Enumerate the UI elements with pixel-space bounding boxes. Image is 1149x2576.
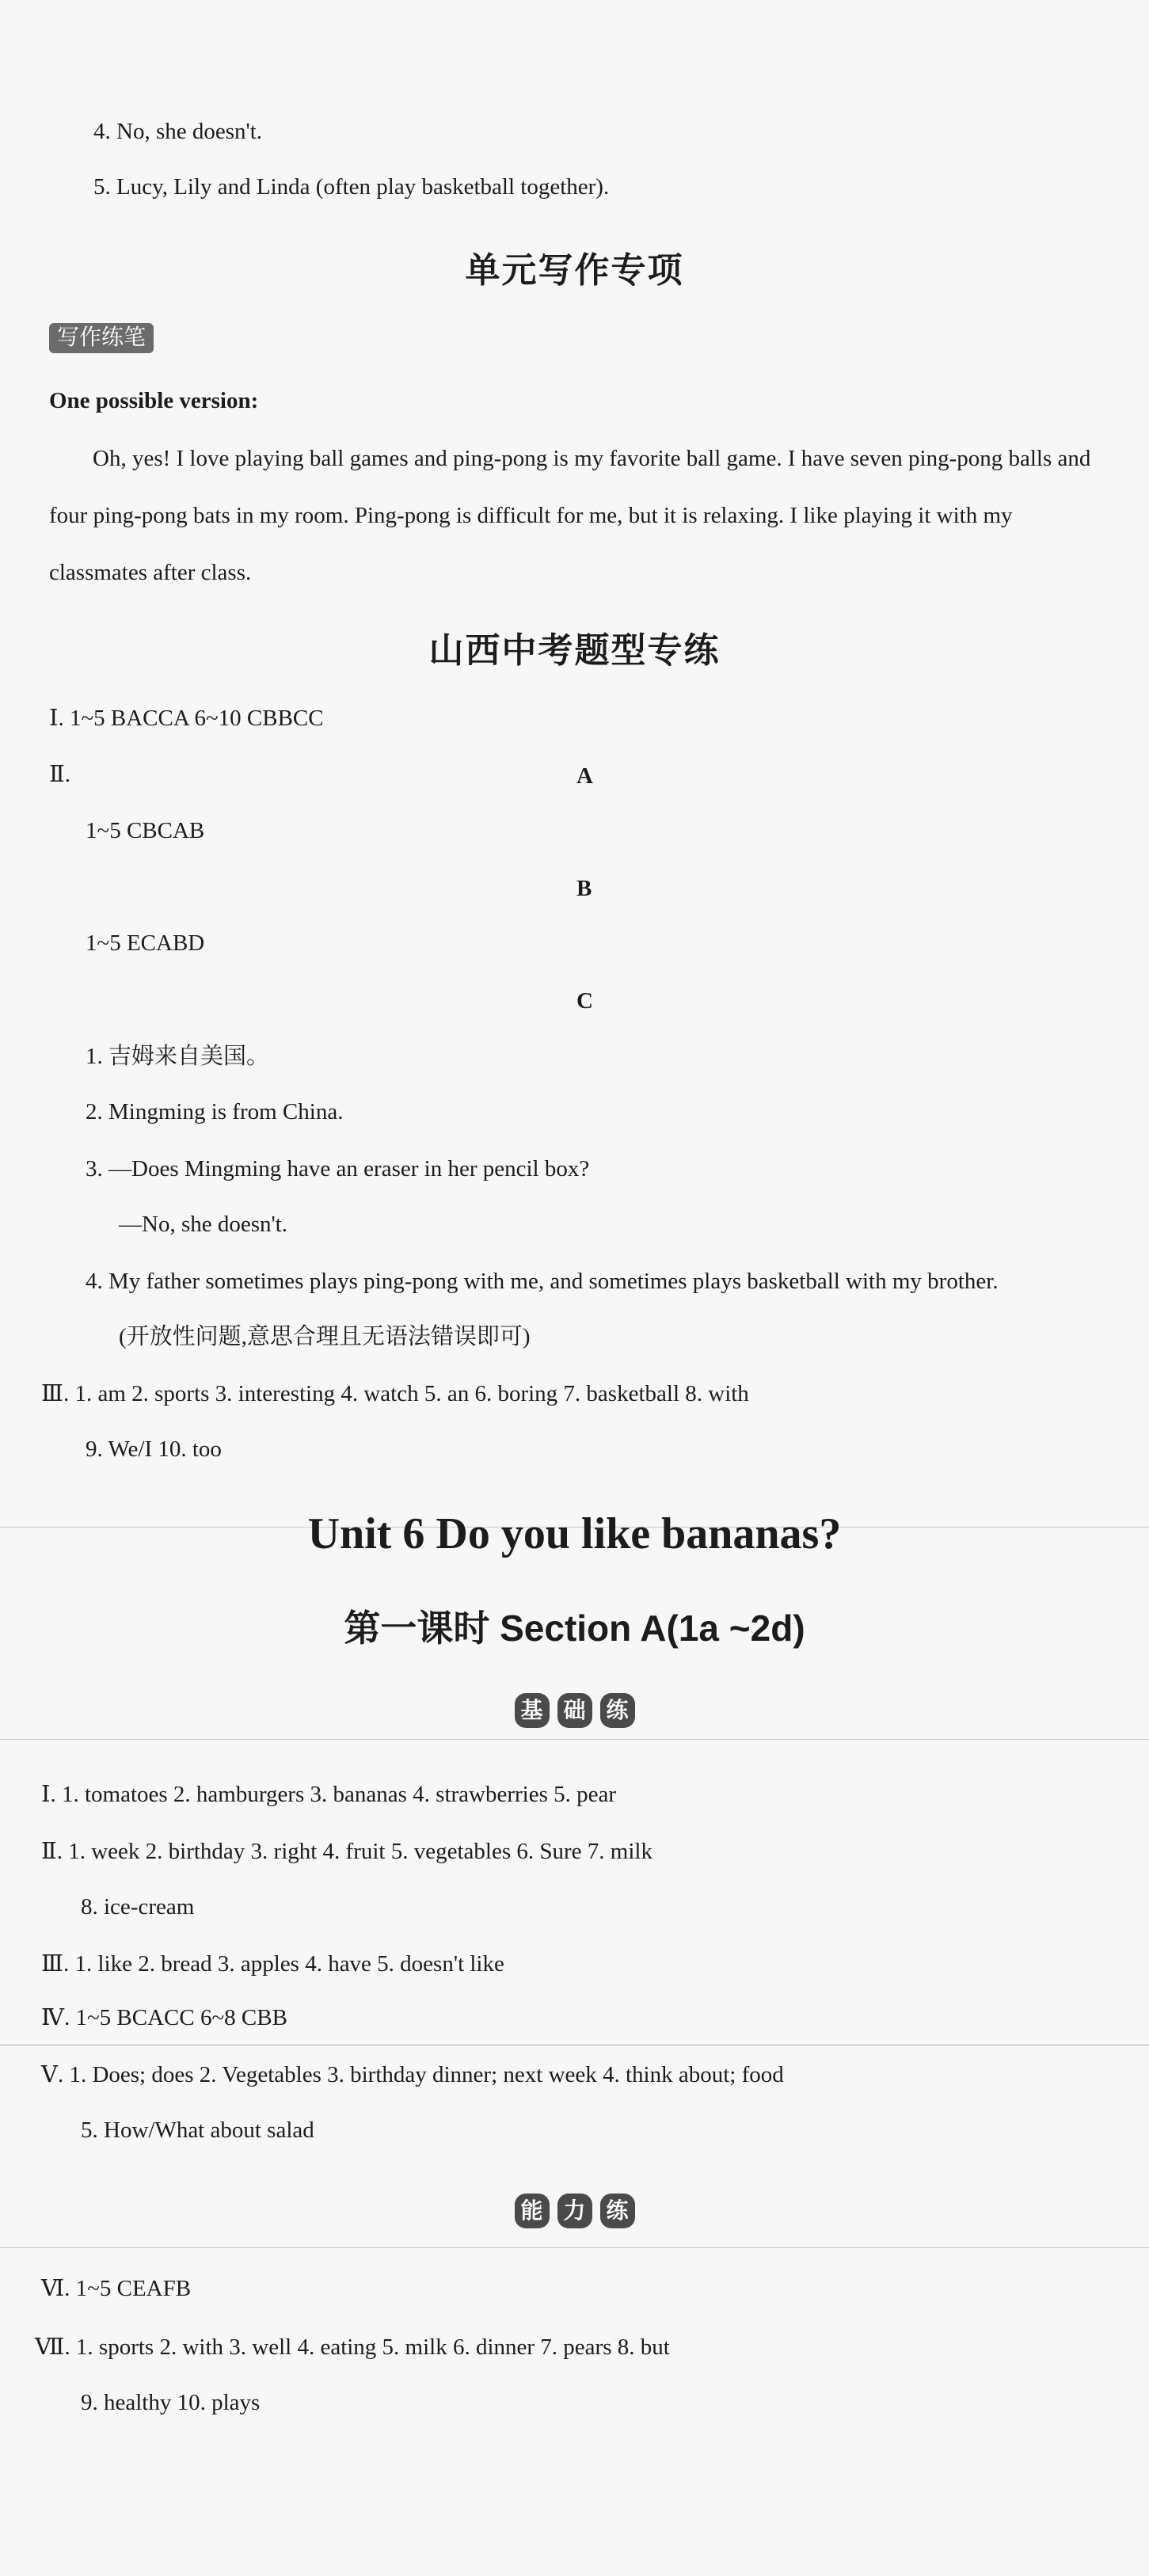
exam-part-3: Ⅲ. 1. am 2. sports 3. interesting 4. watch 5. an 6. boring 7. basketball 8. with — [41, 1381, 749, 1406]
answer-line-5: 5. Lucy, Lily and Linda (often play basketball together). — [93, 174, 610, 200]
passage-b-label: B — [576, 876, 592, 901]
divider — [0, 1739, 1149, 1740]
passage-b-answers: 1~5 ECABD — [86, 930, 205, 956]
exam-section-title: 山西中考题型专练 — [428, 631, 721, 670]
ability-part-6: Ⅵ. 1~5 CEAFB — [41, 2276, 192, 2301]
basic-part-3: Ⅲ. 1. like 2. bread 3. apples 4. have 5. doesn't like — [41, 1951, 504, 1977]
possible-version-label: One possible version: — [49, 388, 259, 413]
basic-part-5-continued: 5. How/What about salad — [81, 2117, 314, 2143]
basic-part-2-continued: 8. ice-cream — [81, 1894, 195, 1920]
passage-a-label: A — [576, 763, 593, 789]
ability-part-7: Ⅶ. 1. sports 2. with 3. well 4. eating 5. milk 6. dinner 7. pears 8. but — [35, 2334, 670, 2360]
writing-practice-tag: 写作练笔 — [49, 323, 154, 353]
basic-part-1: Ⅰ. 1. tomatoes 2. hamburgers 3. bananas 4. strawberries 5. pear — [41, 1782, 617, 1807]
passage-c-label: C — [576, 988, 593, 1014]
exam-part-3-continued: 9. We/I 10. too — [86, 1436, 222, 1462]
badge-char: 练 — [600, 2194, 635, 2228]
writing-sample-paragraph: Oh, yes! I love playing ball games and ping-pong is my favorite ball game. I have seven ping-pong balls and four ping-pong bats in my room. Ping-pong is difficult for me, but it is relaxing. I like playing it with my classmates after class. — [49, 446, 1091, 585]
badge-char: 基 — [515, 1693, 550, 1728]
badge-char: 础 — [557, 1693, 592, 1728]
passage-a-answers: 1~5 CBCAB — [86, 818, 205, 843]
exam-part-2: Ⅱ. — [49, 762, 70, 787]
badge-char: 力 — [557, 2194, 592, 2228]
lesson-title: 第一课时 Section A(1a ~2d) — [344, 1608, 805, 1649]
basic-practice-badge — [0, 1693, 1149, 1728]
writing-section-title: 单元写作专项 — [465, 251, 684, 290]
open-question-note: (开放性问题,意思合理且无语法错误即可) — [119, 1324, 531, 1349]
ability-practice-badge — [0, 2194, 1149, 2228]
passage-c-answer-3-reply: —No, she doesn't. — [119, 1212, 288, 1237]
ability-part-7-continued: 9. healthy 10. plays — [81, 2390, 261, 2415]
exam-part-1: Ⅰ. 1~5 BACCA 6~10 CBBCC — [49, 706, 324, 731]
answer-line-4: 4. No, she doesn't. — [93, 119, 263, 144]
passage-c-answer-2: 2. Mingming is from China. — [86, 1099, 344, 1124]
basic-part-2: Ⅱ. 1. week 2. birthday 3. right 4. fruit 5. vegetables 6. Sure 7. milk — [41, 1839, 652, 1864]
passage-c-answer-1: 1. 吉姆来自美国。 — [86, 1044, 270, 1069]
unit-title: Unit 6 Do you like bananas? — [307, 1509, 842, 1558]
badge-char: 能 — [515, 2194, 550, 2228]
passage-c-answer-3: 3. —Does Mingming have an eraser in her pencil box? — [86, 1156, 590, 1181]
divider — [0, 2247, 1149, 2248]
basic-part-5: Ⅴ. 1. Does; does 2. Vegetables 3. birthday dinner; next week 4. think about; food — [41, 2062, 784, 2087]
passage-c-answer-4: 4. My father sometimes plays ping-pong with me, and sometimes plays basketball with my brother. — [86, 1269, 999, 1294]
basic-part-4: Ⅳ. 1~5 BCACC 6~8 CBB — [41, 2005, 287, 2030]
badge-char: 练 — [600, 1693, 635, 1728]
